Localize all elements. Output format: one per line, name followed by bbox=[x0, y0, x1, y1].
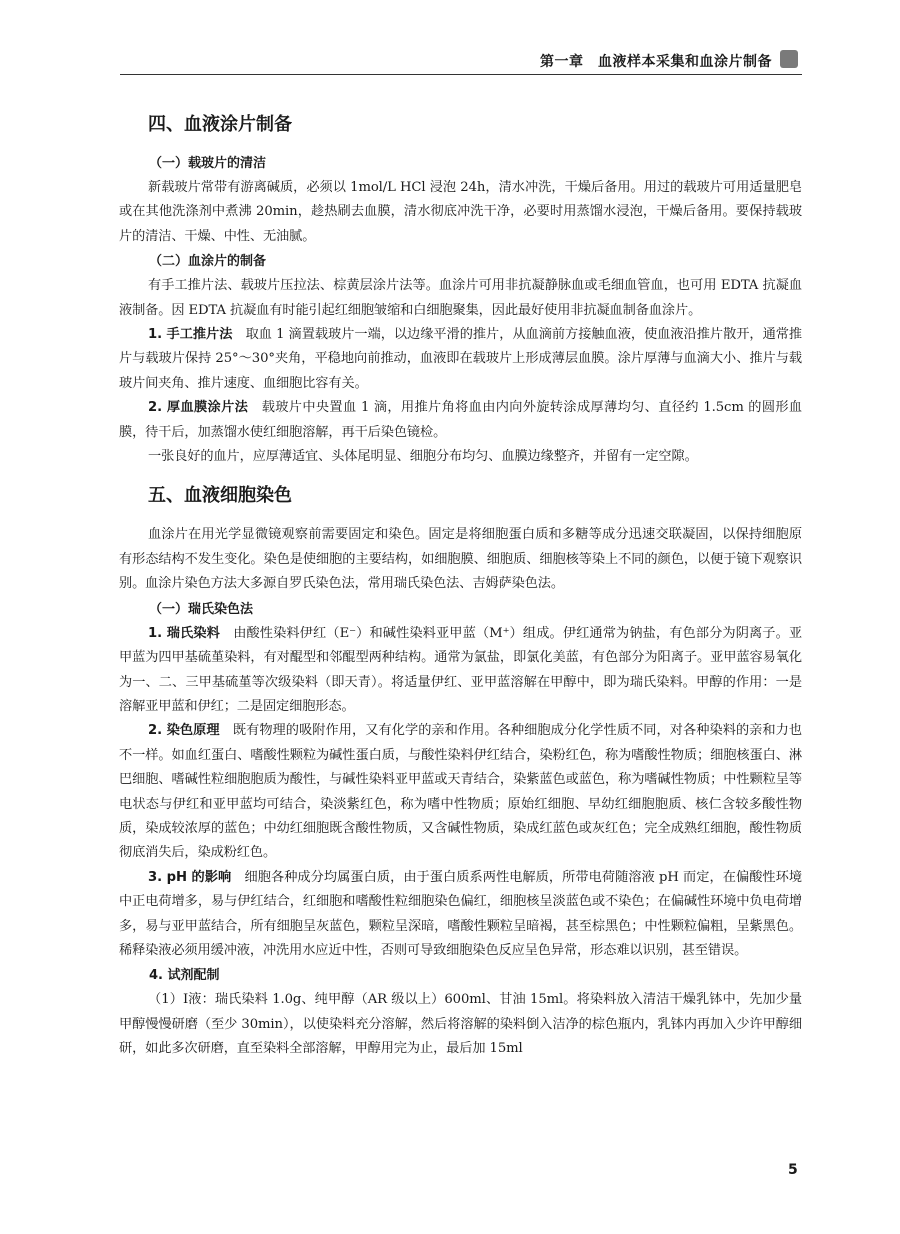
item-text-thick-film: 载玻片中央置血 1 滴，用推片角将血由内向外旋转涂成厚薄均匀、直径约 1.5cm 的圆形血膜，待干后，加蒸馏水使红细胞溶解，再干后染色镜检。 bbox=[119, 400, 802, 440]
subsection-heading-smear-method: （二）血涂片的制备 bbox=[149, 254, 267, 270]
paragraph-slide-cleaning: 新载玻片常带有游离碱质，必须以 1mol/L HCl 浸泡 24h，清水冲洗，干燥后备用。用过的载玻片可用适量肥皂或在其他洗涤剂中煮沸 20min，趁热刷去血膜，清水彻底冲洗干净，必要时用蒸馏水浸泡，干燥后备用。要保持载玻片的清洁、干燥、中性、无油腻。 bbox=[119, 180, 802, 244]
item-lead-ph-effect: 3. pH 的影响 bbox=[148, 869, 232, 885]
page-number: 5 bbox=[788, 1162, 798, 1178]
paragraph-ph-effect bbox=[119, 866, 802, 964]
item-text-staining-principle: 既有物理的吸附作用，又有化学的亲和作用。各种细胞成分化学性质不同，对各种染料的亲和力也不一样。如血红蛋白、嗜酸性颗粒为碱性蛋白质，与酸性染料伊红结合，染粉红色，称为嗜酸性物质；细胞核蛋白、淋巴细胞、嗜碱性粒细胞胞质为酸性，与碱性染料亚甲蓝或天青结合，染紫蓝色或蓝色，称为嗜碱性物质；中性颗粒呈等电状态与伊红和亚甲蓝均可结合，染淡紫红色，称为嗜中性物质；原始红细胞、早幼红细胞胞质、核仁含较多酸性物质，染成较浓厚的蓝色；中幼红细胞既含酸性物质，又含碱性物质，染成红蓝色或灰红色；完全成熟红细胞，酸性物质彻底消失后，染成粉红色。 bbox=[119, 723, 802, 861]
section-heading-smear-prep: 四、血液涂片制备 bbox=[148, 114, 292, 135]
paragraph-thick-film bbox=[119, 396, 802, 445]
paragraph-staining-intro: 血涂片在用光学显微镜观察前需要固定和染色。固定是将细胞蛋白质和多糖等成分迅速交联凝固，以保持细胞原有形态结构不发生变化。染色是使细胞的主要结构，如细胞膜、细胞质、细胞核等染上不同的颜色，以便于镜下观察识别。血涂片染色方法大多源自罗氏染色法，常用瑞氏染色法、吉姆萨染色法。 bbox=[119, 527, 802, 592]
item-lead-manual-push: 1. 手工推片法 bbox=[148, 327, 233, 343]
item-heading-reagent-prep: 4. 试剂配制 bbox=[149, 968, 220, 984]
page-body bbox=[119, 108, 802, 1062]
running-header: 第一章 血液样本采集和血涂片制备 bbox=[540, 54, 772, 70]
item-lead-staining-principle: 2. 染色原理 bbox=[148, 723, 220, 739]
section-heading-cell-staining: 五、血液细胞染色 bbox=[148, 485, 292, 507]
paragraph-manual-push bbox=[119, 323, 802, 396]
paragraph-staining-principle bbox=[119, 719, 802, 865]
item-text-ph-effect: 细胞各种成分均属蛋白质，由于蛋白质系两性电解质，所带电荷随溶液 pH 而定，在偏酸性环境中正电荷增多，易与伊红结合，红细胞和嗜酸性粒细胞染色偏红，细胞核呈淡蓝色或不染色；在偏碱性环境中负电荷增多，易与亚甲蓝结合，所有细胞呈灰蓝色，颗粒呈深暗，嗜酸性颗粒呈暗褐，甚至棕黑色；中性颗粒偏粗，呈紫黑色。稀释染液必须用缓冲液，冲洗用水应近中性，否则可导致细胞染色反应呈色异常，形态难以识别，甚至错误。 bbox=[119, 869, 802, 958]
item-lead-thick-film: 2. 厚血膜涂片法 bbox=[148, 400, 249, 416]
header-divider bbox=[120, 74, 802, 75]
item-lead-wright-dye: 1. 瑞氏染料 bbox=[148, 625, 220, 641]
paragraph-reagent-solution-1: （1）Ⅰ液：瑞氏染料 1.0g、纯甲醇（AR 级以上）600ml、甘油 15ml。将染料放入清洁干燥乳钵中，先加少量甲醇慢慢研磨（至少 30min），以使染料充分溶解，然后将溶解的染料倒入洁净的棕色瓶内，乳钵内再加入少许甲醇细研，如此多次研磨，直至染料全部溶解，甲醇用完为止，最后加 15ml bbox=[119, 992, 802, 1057]
item-text-wright-dye: 由酸性染料伊红（E⁻）和碱性染料亚甲蓝（M⁺）组成。伊红通常为钠盐，有色部分为阴离子。亚甲蓝为四甲基硫堇染料，有对醌型和邻醌型两种结构。通常为氯盐，即氯化美蓝，有色部分为阳离子。亚甲蓝容易氧化为一、二、三甲基硫堇等次级染料（即天青）。将适量伊红、亚甲蓝溶解在甲醇中，即为瑞氏染料。甲醇的作用：一是溶解亚甲蓝和伊红；二是固定细胞形态。 bbox=[119, 625, 802, 714]
paragraph-smear-intro: 有手工推片法、载玻片压拉法、棕黄层涂片法等。血涂片可用非抗凝静脉血或毛细血管血，也可用 EDTA 抗凝血液制备。因 EDTA 抗凝血有时能引起红细胞皱缩和白细胞聚集，因此最好使用非抗凝血制备血涂片。 bbox=[119, 278, 802, 318]
paragraph-good-smear: 一张良好的血片，应厚薄适宜、头体尾明显、细胞分布均匀、血膜边缘整齐，并留有一定空隙。 bbox=[148, 449, 698, 465]
chapter-marker-icon bbox=[780, 50, 798, 68]
subsection-heading-slide-cleaning: （一）载玻片的清洁 bbox=[149, 156, 267, 171]
subsection-heading-wright-stain: （一）瑞氏染色法 bbox=[149, 601, 254, 617]
item-text-manual-push: 取血 1 滴置载玻片一端，以边缘平滑的推片，从血滴前方接触血液，使血液沿推片散开，通常推片与载玻片保持 25°～30°夹角，平稳地向前推动，血液即在载玻片上形成薄层血膜。涂片厚薄与血滴大小、推片与载玻片间夹角、推片速度、血细胞比容有关。 bbox=[119, 327, 802, 391]
paragraph-wright-dye bbox=[119, 622, 802, 720]
